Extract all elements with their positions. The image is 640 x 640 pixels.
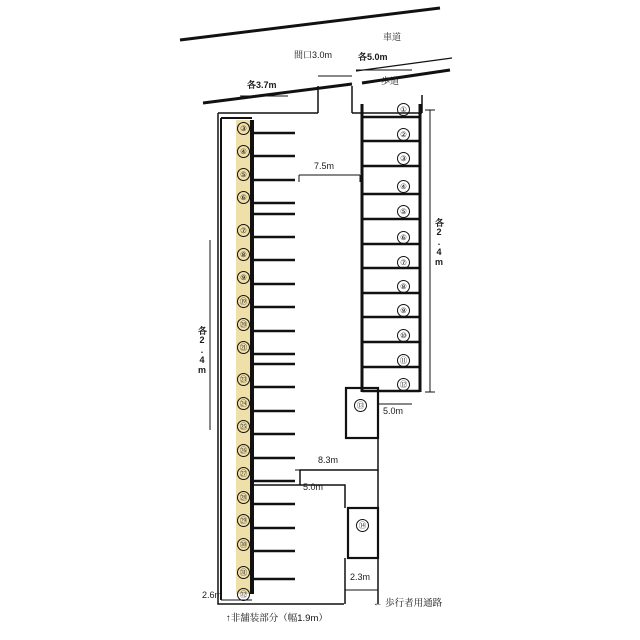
- annotation-dim-5m-b: 5.0m: [303, 482, 324, 492]
- annotation-dim-8-3m: 8.3m: [318, 455, 339, 465]
- annotation-kaku-2-4m-left: 各2.4m: [197, 326, 207, 375]
- stall-number: ⑧: [237, 248, 250, 261]
- stall-number: ②: [397, 128, 410, 141]
- stall-number: ⑤: [237, 168, 250, 181]
- annotation-dim-2-3m: 2.3m: [350, 572, 371, 582]
- annotation-kaku-3-7m: 各3.7m: [247, 80, 277, 90]
- stall-number: ⑬: [354, 399, 367, 412]
- stall-number: ④: [237, 145, 250, 158]
- stall-number: ①: [397, 103, 410, 116]
- stall-number: ⑧: [397, 280, 410, 293]
- annotation-shado: 車道: [383, 32, 402, 42]
- annotation-dim-2-6m: 2.6m: [202, 590, 223, 600]
- annotation-hodo: 歩道: [381, 76, 400, 86]
- stall-number: ㉛: [237, 566, 250, 579]
- stall-number: ⑳: [237, 318, 250, 331]
- stall-number: ⑲: [237, 295, 250, 308]
- annotation-unpaved-note: ↑非舗装部分（幅1.9m）: [226, 613, 328, 624]
- stall-number: ⑩: [397, 329, 410, 342]
- stall-number: ⑥: [397, 231, 410, 244]
- annotation-kaku-2-4m-right: 各2.4m: [434, 218, 444, 267]
- left-stall-block: [221, 118, 295, 600]
- stall-number: ⑪: [397, 354, 410, 367]
- stall-number: ⑭: [356, 519, 369, 532]
- stall-number: ㉑: [237, 341, 250, 354]
- stall-number: ㉚: [237, 538, 250, 551]
- stall-number: ㉔: [237, 397, 250, 410]
- stall-number: ⑨: [397, 304, 410, 317]
- stall-number: ③: [237, 122, 250, 135]
- right-stall-block: [362, 104, 420, 392]
- stall-number: ⑥: [237, 191, 250, 204]
- stall-number: ④: [397, 180, 410, 193]
- annotation-kaku-5m: 各5.0m: [358, 52, 388, 62]
- stall-number: ㉜: [237, 588, 250, 601]
- stall-number: ⑫: [397, 378, 410, 391]
- annotation-dim-5m-a: 5.0m: [383, 406, 404, 416]
- stall-number: ㉕: [237, 420, 250, 433]
- stall-number: ㉗: [237, 467, 250, 480]
- stall-number: ⑦: [237, 224, 250, 237]
- stall-number: ⑤: [397, 205, 410, 218]
- stall-number: ㉙: [237, 514, 250, 527]
- stall-number: ㉓: [237, 373, 250, 386]
- stall-number: ⑦: [397, 256, 410, 269]
- stall-14-box: [348, 508, 378, 558]
- stall-number: ㉘: [237, 491, 250, 504]
- annotation-dim-7-5m: 7.5m: [314, 161, 335, 171]
- stall-number: ③: [397, 152, 410, 165]
- stall-number: ⑨: [237, 271, 250, 284]
- annotation-maguchi: 間口3.0m: [294, 50, 333, 60]
- annotation-pedestrian-path: ← 歩行者用通路: [373, 598, 443, 609]
- stall-13-box: [346, 388, 378, 438]
- stall-number: ㉖: [237, 444, 250, 457]
